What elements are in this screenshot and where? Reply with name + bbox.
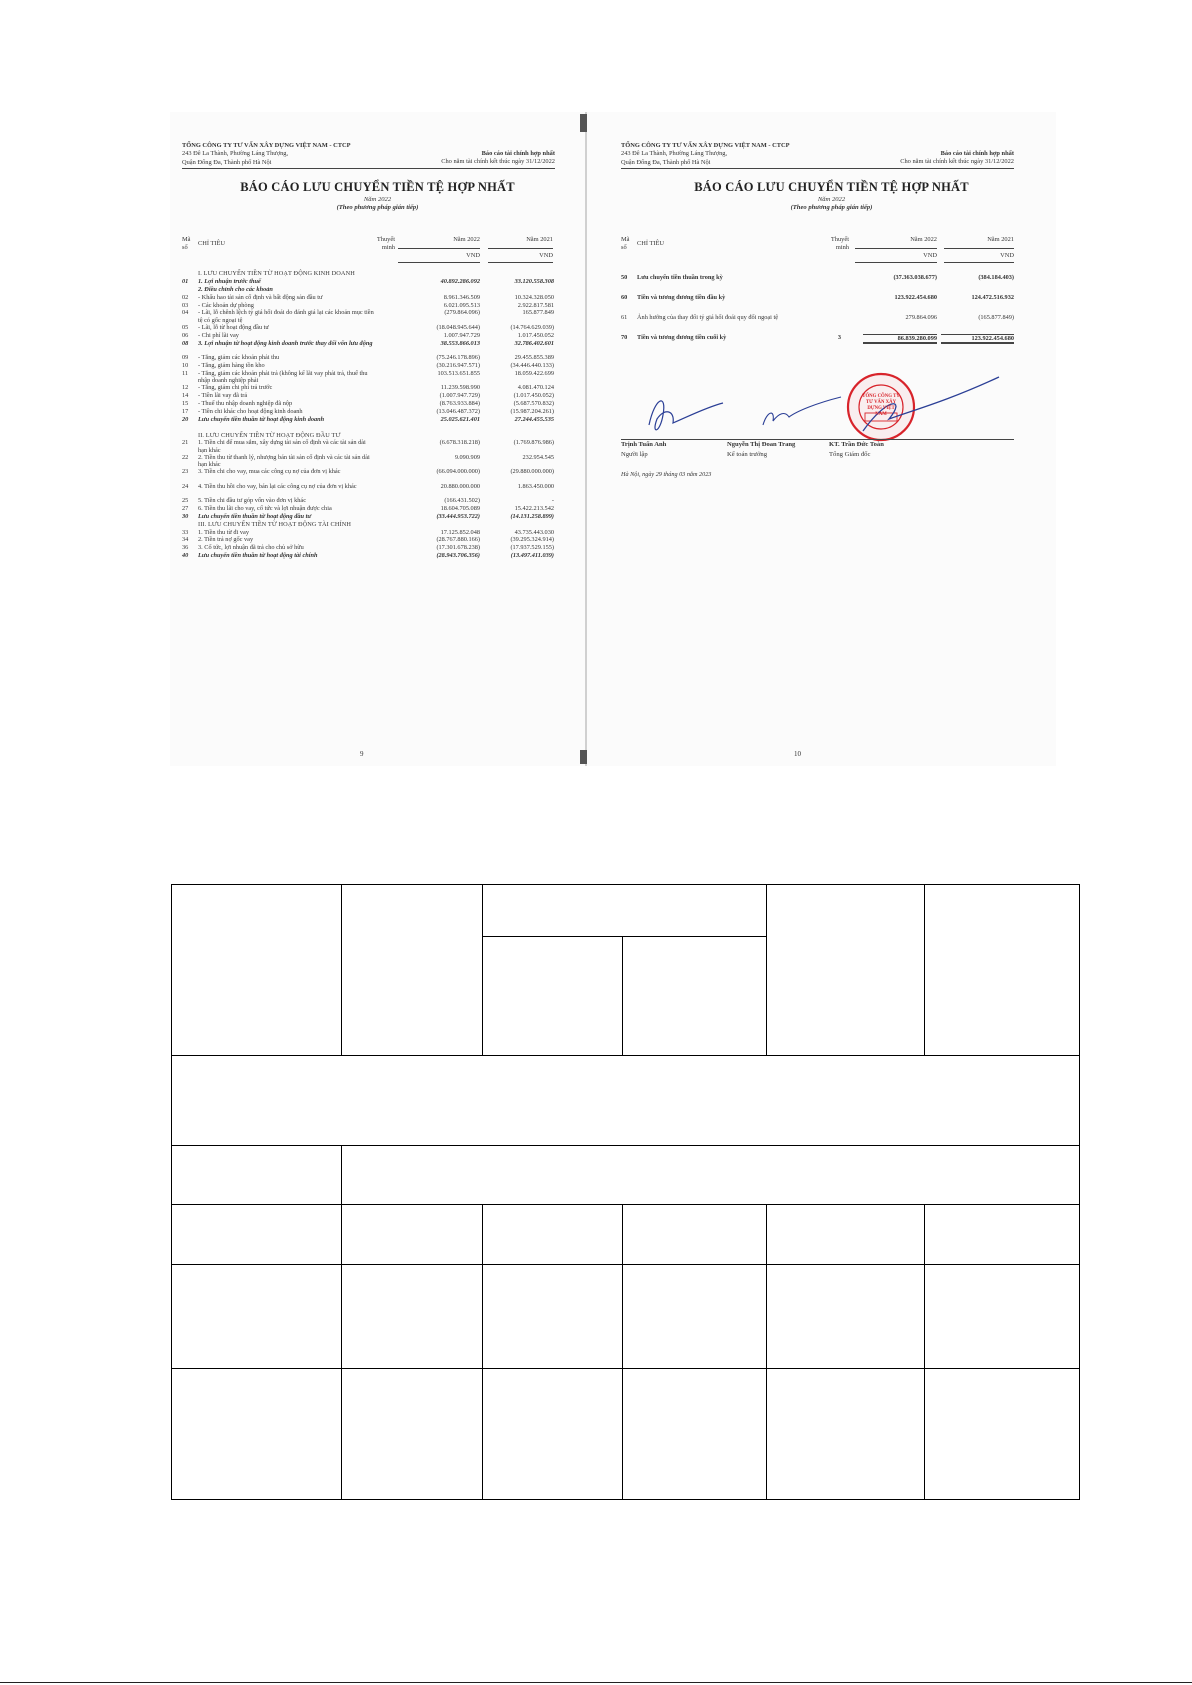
table-cell: [924, 884, 1080, 1056]
value-2022: (13.046.487.372): [436, 407, 480, 415]
statement-row: [182, 354, 554, 362]
statement-row: [621, 294, 1014, 314]
row-code: 11: [182, 369, 189, 377]
signatory-3-name: KT. Trần Đức Toàn: [829, 441, 884, 448]
value-2022: (6.678.318.218): [439, 439, 480, 447]
signatory-3-role: Tổng Giám đốc: [829, 451, 871, 458]
row-code: 24: [182, 482, 189, 490]
row-label: 3. Tiền chi cho vay, mua các công cụ nợ của đơn vị khác: [198, 468, 341, 476]
header-rule: [621, 168, 1014, 169]
row-code: 20: [182, 415, 189, 423]
value-2022: 20.880.000.000: [440, 482, 480, 490]
row-label: Ảnh hưởng của thay đổi tỷ giá hối đoái quy đổi ngoại tệ: [637, 314, 779, 321]
seal-text: TỔNG CÔNG TY TƯ VẤN XÂY DỰNG VIỆT NAM: [862, 394, 900, 417]
row-code: 40: [182, 552, 189, 560]
value-2022: 123.922.454.680: [894, 294, 937, 301]
statement-row: [182, 370, 554, 384]
value-2022: (28.767.880.166): [436, 536, 480, 544]
row-code: 25: [182, 496, 189, 504]
table-cell: [766, 884, 925, 1056]
value-2021: 27.244.455.535: [514, 415, 554, 423]
statement-row: [182, 544, 554, 552]
table-cell: [171, 1055, 1080, 1146]
row-code: 17: [182, 407, 189, 415]
statement-row: [182, 483, 554, 497]
value-2021: -: [551, 496, 554, 504]
value-2022: 38.553.866.013: [440, 339, 480, 347]
row-code: 23: [182, 468, 189, 476]
table-cell: [766, 1368, 925, 1500]
currency-2022: VND: [923, 252, 937, 259]
value-2021: 10.324.328.050: [514, 293, 554, 301]
row-code: 21: [182, 439, 189, 447]
statement-row: [182, 294, 554, 302]
row-code: 14: [182, 392, 189, 400]
row-label: Lưu chuyển tiền thuần từ hoạt động tài chính: [198, 552, 318, 560]
col-2021-header: Năm 2021: [987, 236, 1014, 243]
statement-row: [621, 314, 1014, 334]
signature-rule: [621, 439, 1014, 440]
col-2022-rule-2: [855, 262, 937, 263]
row-label: - Tăng, giảm các khoản phải trả (không kể lãi vay phải trả, thuế thu nhập doanh nghiệp phải: [198, 369, 368, 385]
signatory-1-role: Người lập: [621, 451, 648, 458]
value-2022: (66.094.000.000): [436, 468, 480, 476]
value-2022: (75.246.178.896): [436, 354, 480, 362]
signatory-2-name: Nguyễn Thị Đoan Trang: [727, 441, 796, 448]
table-cell: [341, 1145, 1080, 1205]
value-2022: (37.363.038.677): [893, 274, 937, 281]
col-note-header: Thuyết minh: [830, 236, 849, 251]
value-2022: (30.216.947.571): [436, 361, 480, 369]
row-code: 22: [182, 453, 189, 461]
page-number: 10: [794, 750, 801, 758]
row-label: - Tiền chi khác cho hoạt động kinh doanh: [198, 407, 303, 415]
row-code: 05: [182, 323, 189, 331]
table-cell: [341, 1264, 483, 1369]
report-year: Năm 2022: [363, 196, 392, 203]
table-cell: [766, 1264, 925, 1369]
row-label: 3. Lợi nhuận từ hoạt động kinh doanh trước thay đổi vốn lưu động: [198, 339, 373, 347]
page-number: 9: [360, 750, 364, 758]
report-type: Báo cáo tài chính hợp nhất: [940, 150, 1014, 157]
row-label: - Lãi, lỗ chênh lệch tỷ giá hối đoái do đánh giá lại các khoản mục tiền tệ có gốc ngoại tệ: [198, 309, 374, 324]
statement-row: [182, 521, 554, 529]
value-2022: (17.301.678.238): [436, 544, 480, 552]
row-code: 70: [621, 334, 628, 341]
cash-flow-rows: [182, 270, 554, 560]
address-line-2: Quận Đống Đa, Thành phố Hà Nội: [621, 158, 711, 166]
statement-row: [182, 362, 554, 370]
value-2022: (279.864.096): [444, 309, 480, 317]
value-2022: (28.943.706.356): [436, 552, 480, 560]
row-label: Lưu chuyển tiền thuần từ hoạt động kinh doanh: [198, 415, 325, 423]
value-2021: 2.922.817.581: [517, 301, 554, 309]
row-code: 09: [182, 354, 189, 362]
scanned-financial-statement: [170, 112, 1056, 766]
col-2022-rule: [398, 248, 480, 249]
value-2022: 11.239.598.990: [440, 384, 480, 392]
statement-row: [182, 454, 554, 468]
row-label: Tiền và tương đương tiền đầu kỳ: [637, 294, 726, 301]
company-header: [621, 142, 790, 167]
value-2021: (15.987.204.261): [510, 407, 554, 415]
value-2021: (14.131.258.899): [510, 512, 554, 520]
row-label: - Thuế thu nhập doanh nghiệp đã nộp: [198, 399, 293, 407]
table-cell: [341, 1204, 483, 1265]
row-label: 2. Tiền trả nợ gốc vay: [198, 536, 254, 544]
row-code: 30: [182, 512, 189, 520]
value-2022: 279.864.096: [905, 314, 937, 321]
row-label: 5. Tiền chi đầu tư góp vốn vào đơn vị khác: [198, 496, 307, 504]
value-2022: 86.839.280.099: [863, 334, 937, 344]
report-header: [441, 150, 555, 167]
value-2021: 43.735.443.030: [514, 528, 554, 536]
statement-row: [182, 408, 554, 416]
row-label: - Lãi, lỗ từ hoạt động đầu tư: [198, 323, 269, 331]
statement-row: [182, 416, 554, 424]
row-code: 06: [182, 331, 189, 339]
currency-2021: VND: [1000, 252, 1014, 259]
col-note-header: Thuyết minh: [376, 236, 395, 251]
value-2022: (8.763.933.884): [439, 399, 480, 407]
statement-row: [621, 334, 1014, 354]
row-code: 60: [621, 294, 628, 301]
row-label: Tiền và tương đương tiền cuối kỳ: [637, 334, 727, 341]
statement-row: [182, 302, 554, 310]
row-label: - Tăng, giảm chi phí trả trước: [198, 384, 273, 392]
value-2021: (384.184.403): [978, 274, 1014, 281]
address-line-1: 243 Đê La Thành, Phường Láng Thượng,: [182, 150, 289, 158]
row-code: 27: [182, 504, 189, 512]
row-label: - Khấu hao tài sản cố định và bất động sản đầu tư: [198, 293, 323, 301]
value-2021: 124.472.516.932: [971, 294, 1014, 301]
row-note: 3: [837, 334, 841, 341]
report-method: (Theo phương pháp gián tiếp): [790, 204, 873, 211]
value-2021: 1.863.450.000: [517, 482, 554, 490]
signatory-1-name: Trịnh Tuấn Anh: [621, 441, 667, 448]
signatory-2-role: Kế toán trưởng: [727, 451, 768, 458]
col-code-header: Mã số: [182, 236, 191, 251]
col-item-header: CHỈ TIÊU: [637, 240, 665, 247]
page-bottom-rule: [0, 1682, 1192, 1683]
value-2021: 165.877.849: [522, 309, 554, 317]
value-2021: (13.497.411.039): [510, 552, 554, 560]
col-2021-rule-2: [944, 262, 1014, 263]
row-label: 6. Tiền thu lãi cho vay, cổ tức và lợi nhuận được chia: [198, 504, 332, 512]
value-2021: (14.764.629.039): [510, 323, 554, 331]
empty-grid-table: [171, 884, 1079, 1500]
table-cell: [622, 936, 767, 1056]
value-2021: 123.922.454.680: [941, 334, 1014, 344]
row-code: 36: [182, 544, 189, 552]
row-code: 50: [621, 274, 628, 281]
row-code: 08: [182, 339, 189, 347]
value-2022: 40.892.286.092: [440, 277, 480, 285]
table-cell: [171, 1368, 342, 1500]
fiscal-year: Cho năm tài chính kết thúc ngày 31/12/2022: [900, 158, 1014, 166]
value-2021: (1.017.450.052): [513, 392, 554, 400]
row-label: - Tiền lãi vay đã trả: [198, 392, 248, 400]
statement-row: [182, 270, 554, 278]
document-subtitle: [607, 196, 1056, 212]
value-2021: 29.455.855.389: [514, 354, 554, 362]
row-code: 01: [182, 277, 189, 285]
address-line-2: Quận Đống Đa, Thành phố Hà Nội: [182, 158, 272, 166]
statement-row: [182, 392, 554, 400]
statement-row: [182, 513, 554, 521]
statement-row: [182, 432, 554, 440]
table-cell: [171, 884, 342, 1056]
row-code: 34: [182, 536, 189, 544]
header-rule: [182, 168, 555, 169]
cash-flow-rows: [621, 274, 1014, 354]
row-label: 4. Tiền thu hồi cho vay, bán lại các công cụ nợ của đơn vị khác: [198, 482, 357, 490]
row-label: - Tăng, giảm hàng tồn kho: [198, 361, 265, 369]
value-2021: 232.954.545: [522, 453, 554, 461]
company-header: [182, 142, 351, 167]
statement-row: [182, 505, 554, 513]
row-label: 1. Tiền thu từ đi vay: [198, 528, 249, 536]
table-cell: [341, 884, 483, 1056]
row-code: 15: [182, 399, 189, 407]
table-cell: [924, 1204, 1080, 1265]
statement-row: [182, 536, 554, 544]
statement-row: [182, 309, 554, 323]
statement-row: [182, 424, 554, 432]
statement-row: [182, 324, 554, 332]
statement-row: [182, 400, 554, 408]
col-2021-header: Năm 2021: [526, 236, 553, 243]
row-label: Lưu chuyển tiền thuần từ hoạt động đầu tư: [198, 512, 312, 520]
row-code: 04: [182, 309, 189, 317]
table-cell: [622, 1204, 767, 1265]
page-10: [587, 112, 1056, 766]
value-2021: 32.786.402.601: [514, 339, 554, 347]
statement-row: [182, 384, 554, 392]
row-label: 2. Tiền thu từ thanh lý, nhượng bán tài sản cố định và các tài sản dài hạn khác: [198, 453, 370, 469]
row-label: - Chi phí lãi vay: [198, 331, 239, 339]
table-cell: [622, 1264, 767, 1369]
document-title: BÁO CÁO LƯU CHUYỂN TIỀN TỆ HỢP NHẤT: [694, 180, 969, 194]
row-label: - Các khoản dự phòng: [198, 301, 254, 309]
row-label: 2. Điều chỉnh cho các khoản: [198, 285, 273, 293]
row-label: 3. Cổ tức, lợi nhuận đã trả cho chủ sở hữu: [198, 544, 304, 552]
statement-row: [182, 497, 554, 505]
document-subtitle: [170, 196, 585, 212]
value-2021: (17.937.529.155): [510, 544, 554, 552]
value-2021: 18.059.422.699: [514, 369, 554, 377]
value-2022: (1.007.947.729): [439, 392, 480, 400]
value-2021: 33.120.558.308: [514, 277, 554, 285]
signature-accountant: [763, 397, 841, 425]
table-cell: [482, 1264, 623, 1369]
value-2022: 6.021.095.513: [443, 301, 480, 309]
value-2021: 15.422.213.542: [514, 504, 554, 512]
col-2022-rule: [855, 248, 937, 249]
value-2021: (5.687.570.832): [513, 399, 554, 407]
col-2022-rule-2: [398, 262, 480, 263]
statement-row: [182, 332, 554, 340]
value-2022: (33.444.953.722): [436, 512, 480, 520]
row-label: II. LƯU CHUYỂN TIỀN TỪ HOẠT ĐỘNG ĐẦU TƯ: [198, 431, 341, 439]
report-year: Năm 2022: [817, 196, 846, 203]
currency-2022: VND: [466, 252, 480, 259]
table-cell: [171, 1264, 342, 1369]
table-cell: [482, 936, 623, 1056]
value-2022: 103.513.651.855: [437, 369, 480, 377]
value-2021: (29.880.000.000): [510, 468, 554, 476]
row-code: 61: [621, 314, 628, 321]
row-code: 10: [182, 361, 189, 369]
row-code: 03: [182, 301, 189, 309]
col-code-header: Mã số: [621, 236, 630, 251]
row-label: 1. Lợi nhuận trước thuế: [198, 277, 261, 285]
table-cell: [924, 1368, 1080, 1500]
statement-row: [182, 439, 554, 453]
signature-preparer: [649, 401, 723, 430]
statement-row: [621, 274, 1014, 294]
table-cell: [924, 1264, 1080, 1369]
col-2022-header: Năm 2022: [453, 236, 480, 243]
table-cell: [482, 1368, 623, 1500]
statement-row: [182, 286, 554, 294]
row-label: Lưu chuyển tiền thuần trong kỳ: [637, 274, 723, 281]
value-2022: 17.125.852.048: [440, 528, 480, 536]
value-2022: 9.090.909: [454, 453, 480, 461]
value-2021: (1.769.876.986): [513, 439, 554, 447]
report-type: Báo cáo tài chính hợp nhất: [481, 150, 555, 157]
value-2021: (165.877.849): [978, 314, 1014, 321]
row-label: - Tăng, giảm các khoản phải thu: [198, 354, 280, 362]
document-title: BÁO CÁO LƯU CHUYỂN TIỀN TỆ HỢP NHẤT: [240, 180, 515, 194]
row-label: III. LƯU CHUYỂN TIỀN TỪ HOẠT ĐỘNG TÀI CHÍNH: [198, 520, 351, 528]
row-label: 1. Tiền chi để mua sắm, xây dựng tài sản cố định và các tài sản dài hạn khác: [198, 439, 366, 454]
table-cell: [341, 1368, 483, 1500]
value-2022: 25.025.621.401: [440, 415, 480, 423]
statement-row: [182, 552, 554, 560]
company-name: TỔNG CÔNG TY TƯ VẤN XÂY DỰNG VIỆT NAM - CTCP: [621, 142, 790, 149]
row-code: 02: [182, 293, 189, 301]
col-2021-rule-2: [488, 262, 553, 263]
statement-row: [182, 529, 554, 537]
signing-date: Hà Nội, ngày 29 tháng 03 năm 2023: [621, 471, 712, 478]
report-header: [900, 150, 1014, 167]
table-cell: [482, 1204, 623, 1265]
value-2022: 1.007.947.729: [443, 331, 480, 339]
table-cell: [171, 1145, 342, 1205]
address-line-1: 243 Đê La Thành, Phường Láng Thượng,: [621, 150, 728, 158]
value-2021: (39.295.324.914): [510, 536, 554, 544]
value-2022: (166.431.502): [444, 496, 480, 504]
statement-row: [182, 278, 554, 286]
col-2021-rule: [944, 248, 1014, 249]
col-item-header: CHỈ TIÊU: [198, 240, 226, 247]
table-cell: [482, 884, 767, 937]
statement-row: [182, 340, 554, 354]
report-method: (Theo phương pháp gián tiếp): [336, 204, 419, 211]
value-2022: (18.048.945.644): [436, 323, 480, 331]
value-2021: (34.446.440.133): [510, 361, 554, 369]
table-cell: [766, 1204, 925, 1265]
company-name: TỔNG CÔNG TY TƯ VẤN XÂY DỰNG VIỆT NAM - CTCP: [182, 142, 351, 149]
table-cell: [171, 1204, 342, 1265]
row-label: I. LƯU CHUYỂN TIỀN TỪ HOẠT ĐỘNG KINH DOANH: [198, 270, 355, 277]
value-2021: 4.081.470.124: [517, 384, 554, 392]
col-2022-header: Năm 2022: [910, 236, 937, 243]
fiscal-year: Cho năm tài chính kết thúc ngày 31/12/2022: [441, 158, 555, 166]
page-9: [170, 112, 585, 766]
value-2022: 18.604.705.089: [440, 504, 480, 512]
currency-2021: VND: [539, 252, 553, 259]
col-2021-rule: [488, 248, 553, 249]
value-2022: 8.961.346.509: [443, 293, 480, 301]
row-code: 33: [182, 528, 189, 536]
value-2021: 1.017.450.052: [517, 331, 554, 339]
row-code: 12: [182, 384, 189, 392]
statement-row: [182, 468, 554, 482]
table-cell: [622, 1368, 767, 1500]
